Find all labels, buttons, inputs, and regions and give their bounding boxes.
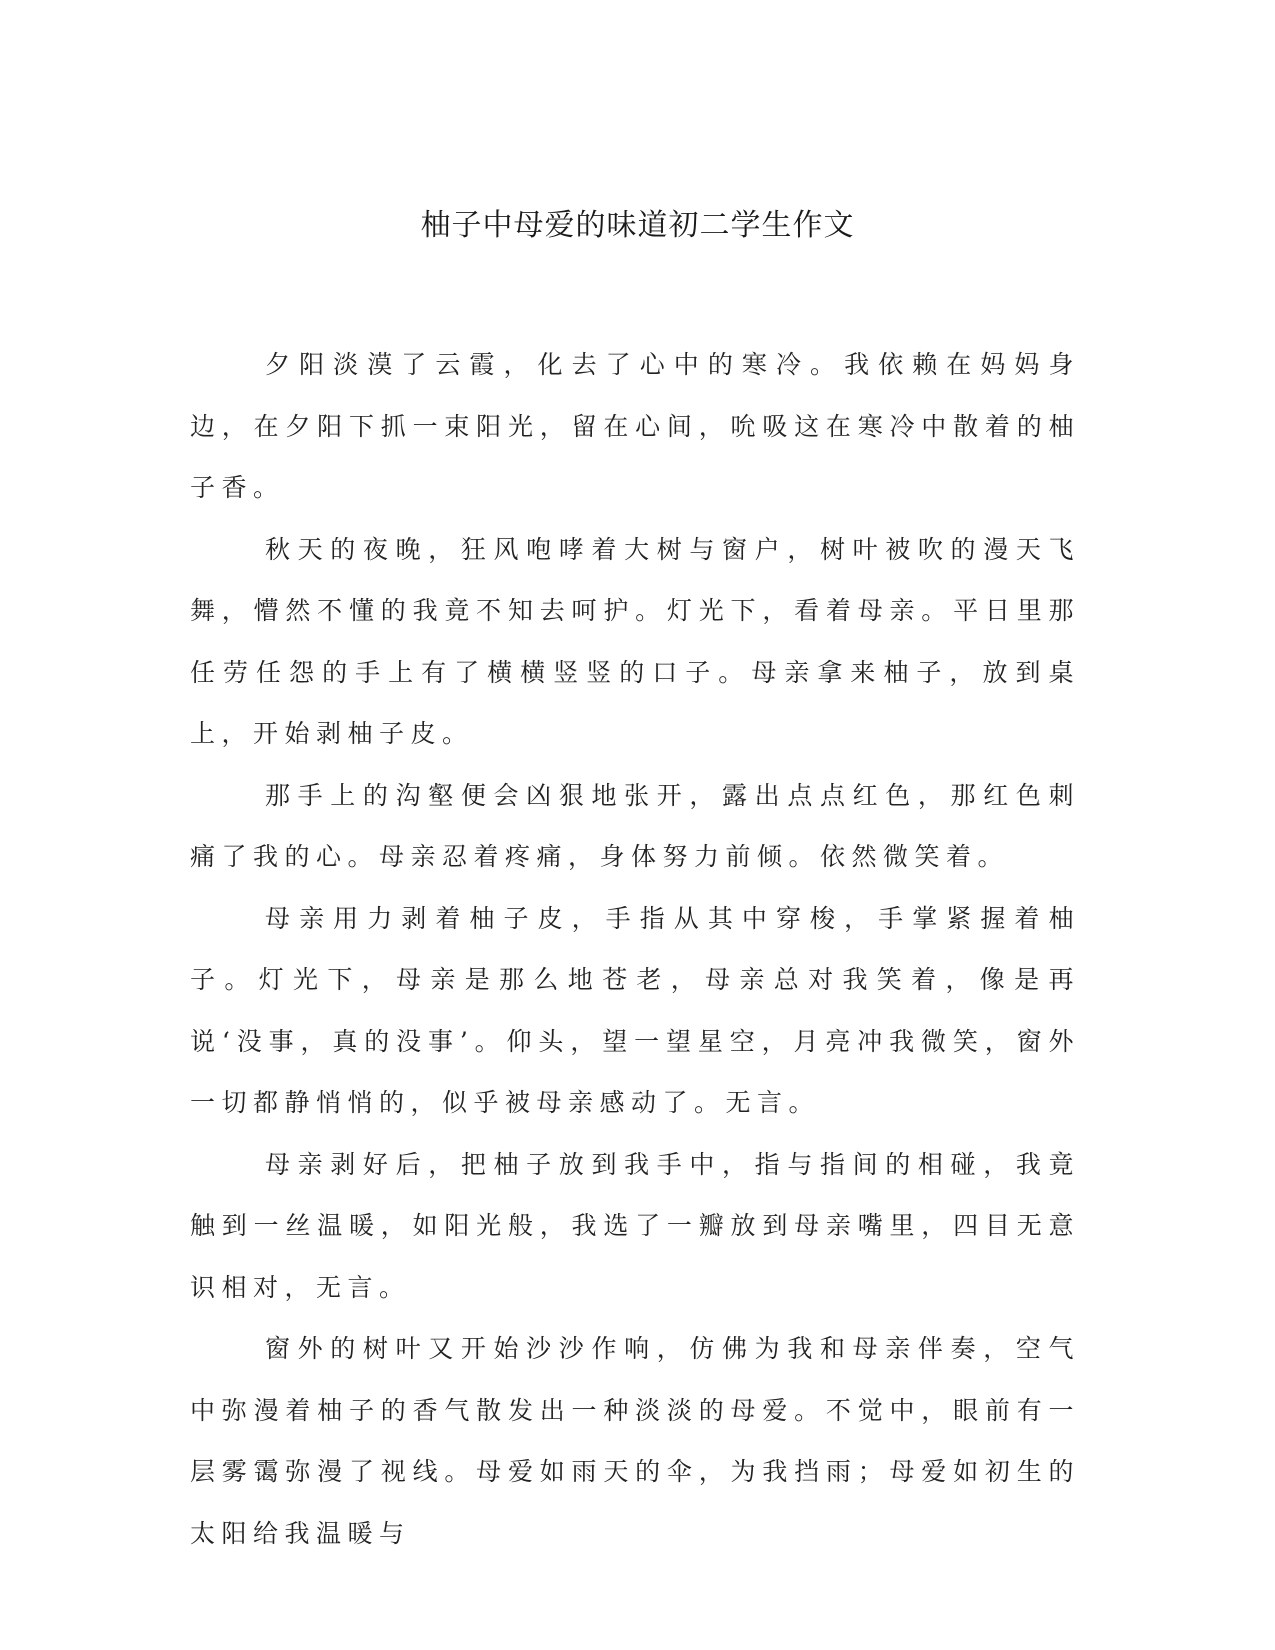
paragraph-6: 窗外的树叶又开始沙沙作响，仿佛为我和母亲伴奏，空气中弥漫着柚子的香气散发出一种淡淡的母爱。不觉中，眼前有一层雾霭弥漫了视线。母爱如雨天的伞，为我挡雨；母爱如初生的太阳给我温暖与 [190,1334,1080,1548]
paragraph-5: 母亲剥好后，把柚子放到我手中，指与指间的相碰，我竟触到一丝温暖，如阳光般，我选了一瓣放到母亲嘴里，四目无意识相对，无言。 [190,1149,1080,1302]
paragraph-2: 秋天的夜晚，狂风咆哮着大树与窗户，树叶被吹的漫天飞舞，懵然不懂的我竟不知去呵护。灯光下，看着母亲。平日里那任劳任怨的手上有了横横竖竖的口子。母亲拿来柚子，放到桌上，开始剥柚子皮。 [190,534,1080,748]
paragraph-4: 母亲用力剥着柚子皮，手指从其中穿梭，手掌紧握着柚子。灯光下，母亲是那么地苍老，母亲总对我笑着，像是再说‘没事，真的没事’。仰头，望一望星空，月亮冲我微笑，窗外一切都静悄悄的，似乎被母亲感动了。无言。 [190,903,1080,1117]
document-body [190,334,1080,1564]
paragraph-1: 夕阳淡漠了云霞，化去了心中的寒冷。我依赖在妈妈身边，在夕阳下抓一束阳光，留在心间，吮吸这在寒冷中散着的柚子香。 [190,350,1080,502]
paragraph-3: 那手上的沟壑便会凶狠地张开，露出点点红色，那红色刺痛了我的心。母亲忍着疼痛，身体努力前倾。依然微笑着。 [190,780,1080,871]
document-title: 柚子中母爱的味道初二学生作文 [420,208,855,243]
